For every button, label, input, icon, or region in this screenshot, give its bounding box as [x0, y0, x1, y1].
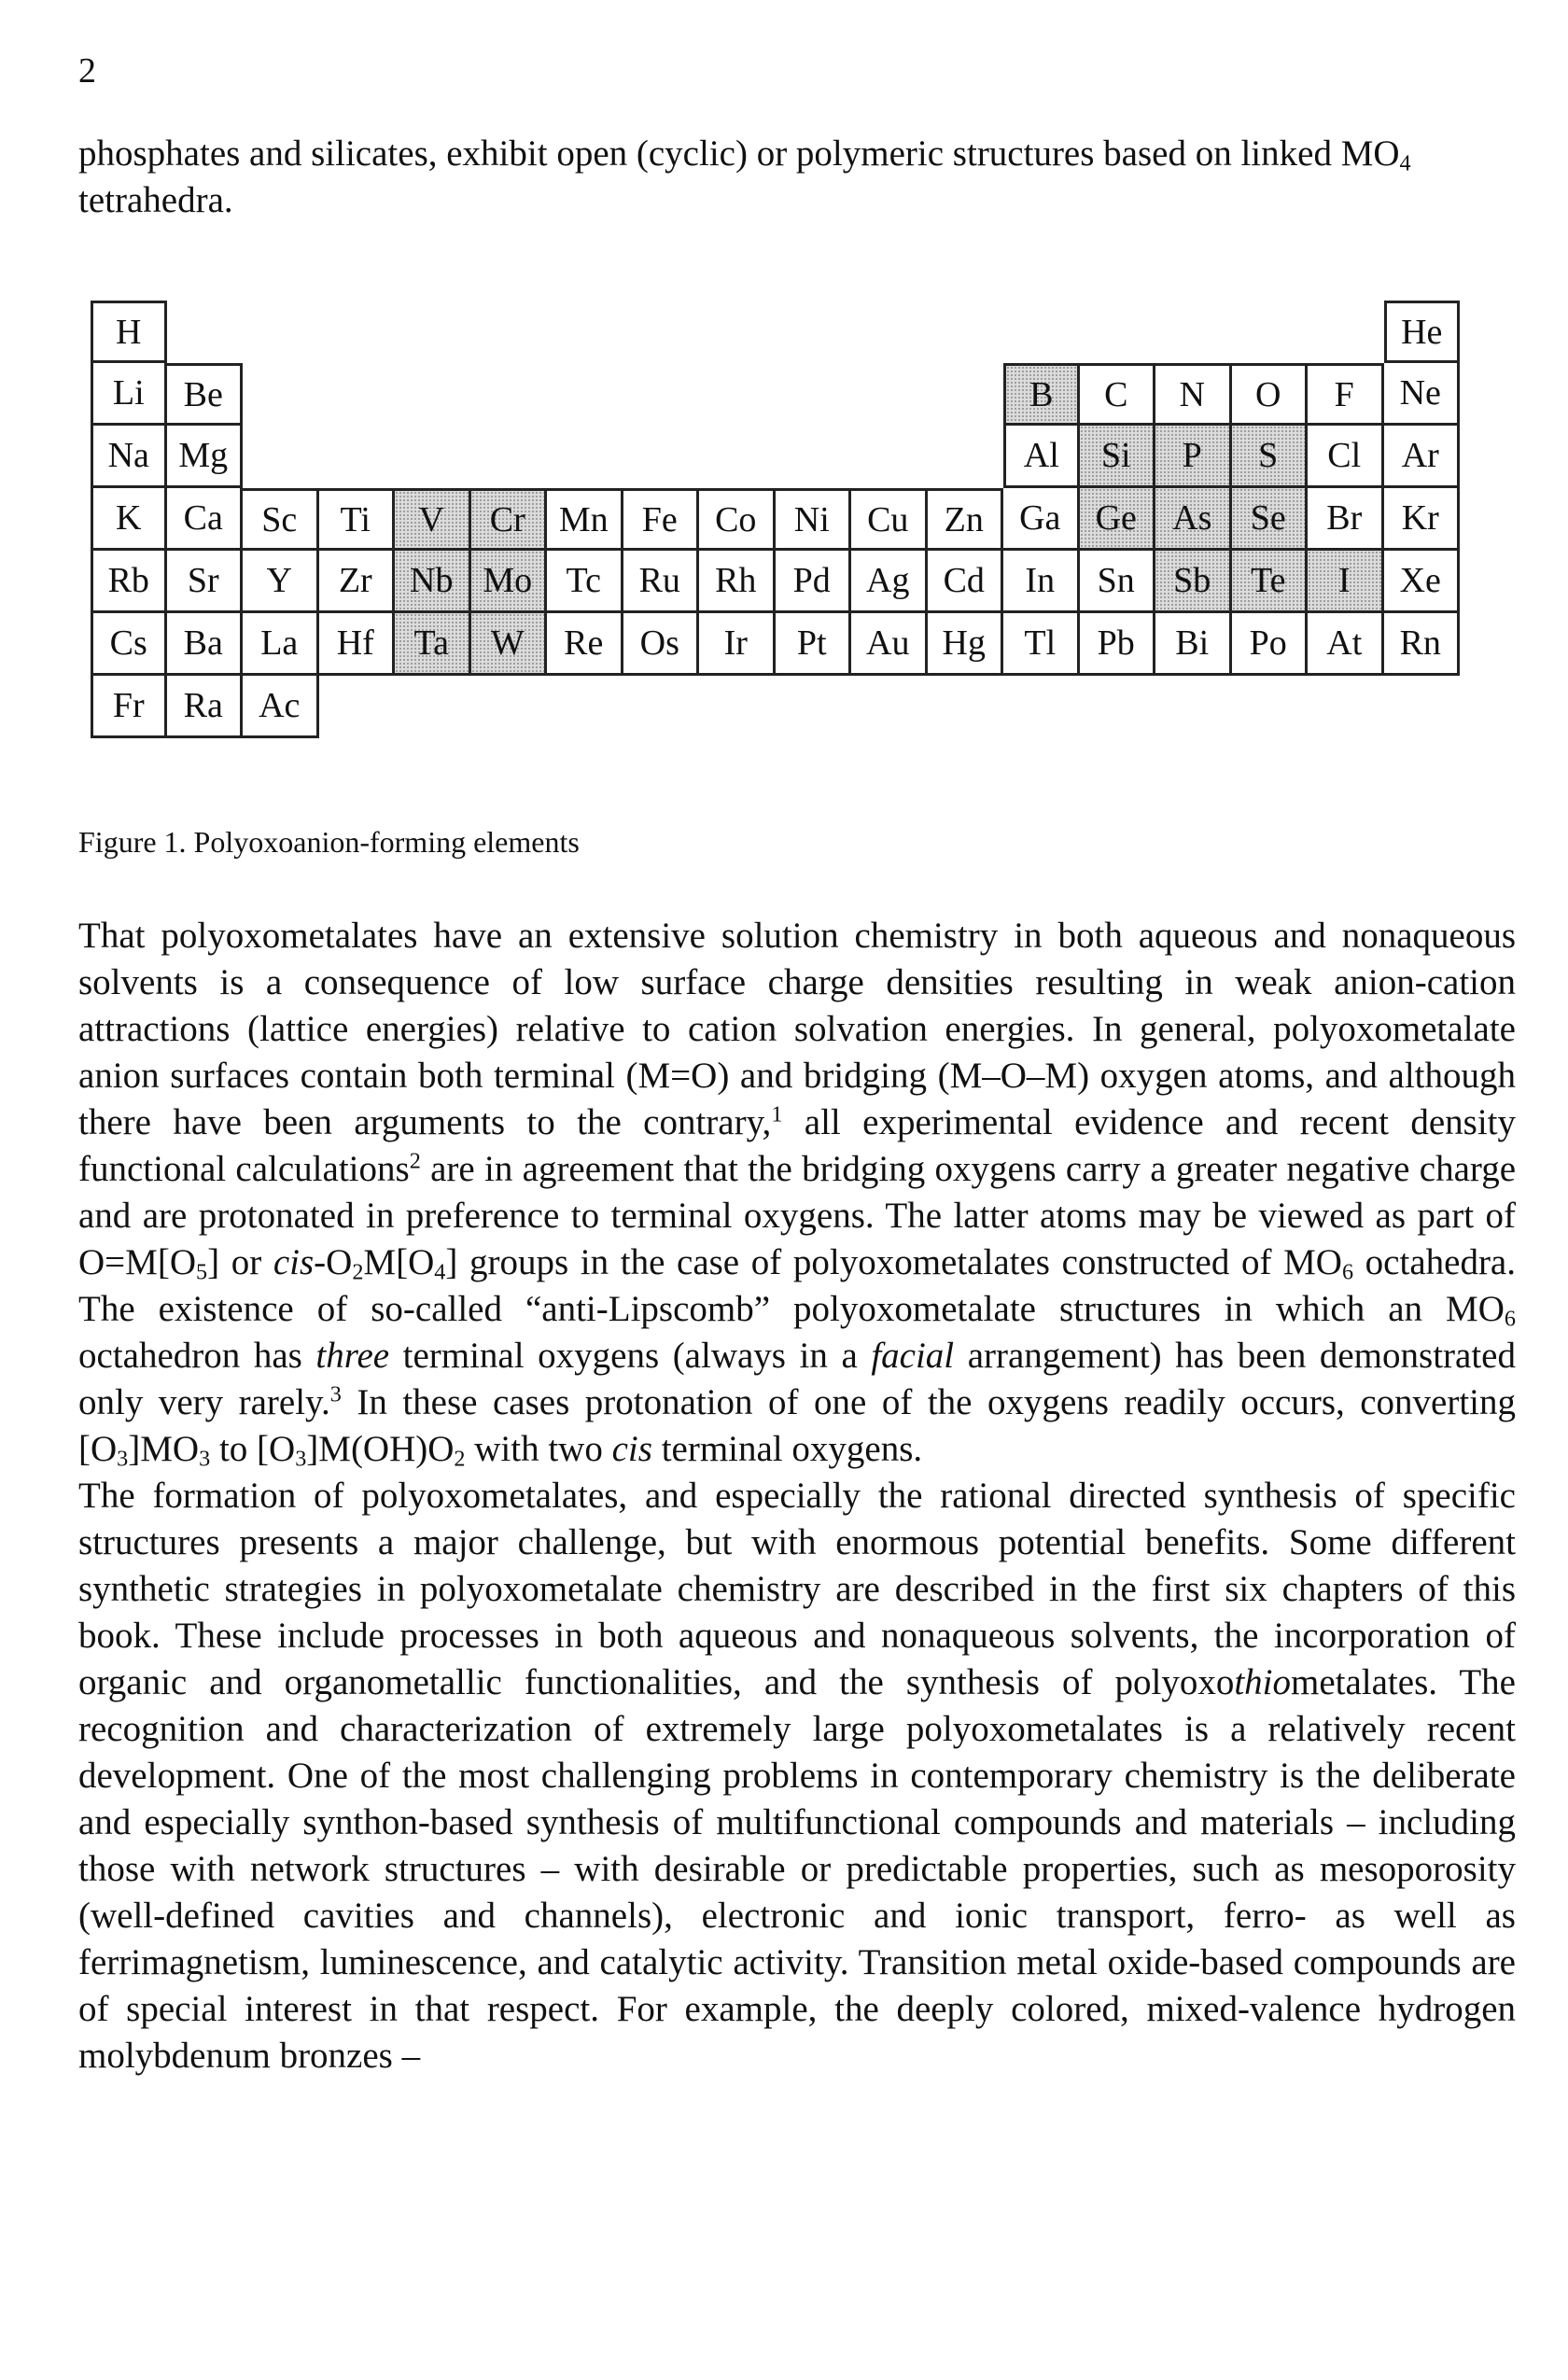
element-cell-zn: Zn: [928, 488, 1004, 551]
element-cell-te: Te: [1232, 551, 1309, 613]
element-cell-i: I: [1308, 551, 1384, 613]
element-cell-os: Os: [623, 613, 700, 676]
element-cell-rh: Rh: [699, 551, 776, 613]
element-cell-ba: Ba: [167, 613, 244, 676]
text-run: ]M(OH)O: [306, 1429, 455, 1469]
subscript: 6: [1504, 1306, 1516, 1332]
subscript: 3: [199, 1446, 211, 1472]
element-cell-be: Be: [167, 363, 244, 426]
element-cell-sc: Sc: [243, 488, 319, 551]
element-cell-s: S: [1232, 426, 1309, 488]
element-cell-w: W: [471, 613, 548, 676]
element-cell-zr: Zr: [319, 551, 396, 613]
element-cell-fe: Fe: [623, 488, 700, 551]
element-cell-fr: Fr: [91, 676, 167, 738]
element-cell-ir: Ir: [699, 613, 776, 676]
subscript: 3: [295, 1446, 307, 1472]
element-cell-sn: Sn: [1080, 551, 1156, 613]
element-cell-n: N: [1155, 363, 1232, 426]
element-cell-li: Li: [91, 363, 167, 426]
text-run: metalates. The recognition and characterization of extremely large polyoxometalates is a relatively recent development. One of the most challenging problems in contemporary chemistry is the deliberate and especially synthon-based synthesis of multifunctional compounds and materials – including those with network structures – with desirable or predictable properties, such as mesoporosity (well-defined cavities and channels), electronic and ionic transport, ferro- as well as ferrimagnetism, luminescence, and catalytic activity. Transition metal oxide-based compounds are of special interest in that respect. For example, the deeply colored, mixed-valence hydrogen molybdenum bronzes –: [78, 1662, 1516, 2076]
text-run: are in agreement that the bridging oxygens carry a greater negative charge and are protonated in preference to terminal oxygens. The latter atoms may be viewed as part of O=M[O: [78, 1149, 1517, 1282]
element-cell-re: Re: [547, 613, 623, 676]
element-cell-sr: Sr: [167, 551, 244, 613]
element-cell-ne: Ne: [1384, 363, 1461, 426]
intro-subscript: 4: [1399, 150, 1411, 176]
element-cell-kr: Kr: [1384, 488, 1461, 551]
subscript: 4: [434, 1259, 446, 1285]
element-cell-v: V: [395, 488, 471, 551]
element-cell-rn: Rn: [1384, 613, 1461, 676]
figure-caption: Figure 1. Polyoxoanion-forming elements: [78, 825, 580, 859]
element-cell-he: He: [1384, 301, 1461, 363]
text-run: octahedra. The existence of so-called “anti-Lipscomb” polyoxometalate structures in which an MO: [78, 1242, 1516, 1329]
element-cell-bi: Bi: [1155, 613, 1232, 676]
text-run: ]MO: [128, 1429, 200, 1469]
text-run: facial: [871, 1336, 955, 1376]
element-cell-ac: Ac: [243, 676, 319, 738]
element-cell-k: K: [91, 488, 167, 551]
subscript: 5: [196, 1259, 208, 1285]
element-cell-h: H: [91, 301, 167, 363]
text-run: to [O: [210, 1429, 296, 1469]
periodic-table-figure: [91, 301, 1460, 738]
subscript: 2: [352, 1259, 364, 1285]
element-cell-se: Se: [1232, 488, 1309, 551]
text-run: M[O: [363, 1242, 435, 1282]
element-cell-co: Co: [699, 488, 776, 551]
text-run: cis: [611, 1429, 652, 1469]
element-cell-ta: Ta: [395, 613, 471, 676]
element-cell-au: Au: [851, 613, 928, 676]
element-cell-cs: Cs: [91, 613, 167, 676]
element-cell-as: As: [1155, 488, 1232, 551]
element-cell-nb: Nb: [395, 551, 471, 613]
element-cell-c: C: [1080, 363, 1156, 426]
element-cell-ge: Ge: [1080, 488, 1156, 551]
intro-text: phosphates and silicates, exhibit open (cyclic) or polymeric structures based on linked MO: [78, 133, 1400, 174]
element-cell-mo: Mo: [471, 551, 548, 613]
element-cell-y: Y: [243, 551, 319, 613]
body-text: [78, 913, 1516, 2079]
element-cell-pt: Pt: [776, 613, 852, 676]
element-cell-at: At: [1308, 613, 1384, 676]
element-cell-tl: Tl: [1003, 613, 1080, 676]
element-cell-ca: Ca: [167, 488, 244, 551]
footnote-ref: 2: [409, 1148, 421, 1174]
text-run: In these cases protonation of one of the oxygens readily occurs, converting [O: [78, 1382, 1517, 1469]
element-cell-ti: Ti: [319, 488, 396, 551]
element-cell-sb: Sb: [1155, 551, 1232, 613]
intro-paragraph: [78, 131, 1516, 224]
text-run: ] or: [207, 1242, 273, 1282]
element-cell-pd: Pd: [776, 551, 852, 613]
text-run: with two: [465, 1429, 612, 1469]
text-run: The formation of polyoxometalates, and especially the rational directed synthesis of specific structures presents a major challenge, but with enormous potential benefits. Some different synthetic strategies in polyoxometalate chemistry are described in the first six chapters of this book. These include processes in both aqueous and nonaqueous solvents, the incorporation of organic and organometallic functionalities, and the synthesis of polyoxo: [78, 1476, 1516, 1702]
element-cell-o: O: [1232, 363, 1309, 426]
footnote-ref: 3: [329, 1381, 342, 1407]
element-cell-cl: Cl: [1308, 426, 1384, 488]
text-run: three: [315, 1336, 390, 1376]
element-cell-ag: Ag: [851, 551, 928, 613]
element-cell-in: In: [1003, 551, 1080, 613]
element-cell-la: La: [243, 613, 319, 676]
text-run: ] groups in the case of polyoxometalates constructed of MO: [445, 1242, 1342, 1282]
element-cell-ra: Ra: [167, 676, 244, 738]
element-cell-ar: Ar: [1384, 426, 1461, 488]
text-run: That polyoxometalates have an extensive solution chemistry in both aqueous and nonaqueous solvents is a consequence of low surface charge densities resulting in weak anion-cation attractions (lattice energies) relative to cation solvation energies. In general, polyoxometalate anion surfaces contain both terminal (M=O) and bridging (M–O–M) oxygen atoms, and although there have been arguments to the contrary,: [78, 916, 1516, 1142]
subscript: 3: [117, 1446, 129, 1472]
text-run: thio: [1234, 1662, 1291, 1702]
element-cell-ni: Ni: [776, 488, 852, 551]
body-paragraph: [78, 1473, 1516, 2079]
element-cell-rb: Rb: [91, 551, 167, 613]
text-run: cis: [273, 1242, 315, 1282]
element-cell-mn: Mn: [547, 488, 623, 551]
element-cell-hg: Hg: [928, 613, 1004, 676]
element-cell-cd: Cd: [928, 551, 1004, 613]
element-cell-xe: Xe: [1384, 551, 1461, 613]
element-cell-ru: Ru: [623, 551, 700, 613]
text-run: octahedron has: [78, 1336, 316, 1376]
text-run: arrangement) has been demonstrated only very rarely.: [78, 1336, 1516, 1422]
element-cell-pb: Pb: [1080, 613, 1156, 676]
element-cell-na: Na: [91, 426, 167, 488]
element-cell-br: Br: [1308, 488, 1384, 551]
footnote-ref: 1: [771, 1101, 783, 1127]
page-number: 2: [78, 51, 96, 91]
element-cell-cr: Cr: [471, 488, 548, 551]
element-cell-ga: Ga: [1003, 488, 1080, 551]
element-cell-po: Po: [1232, 613, 1309, 676]
element-cell-b: B: [1003, 363, 1080, 426]
text-run: all experimental evidence and recent density functional calculations: [78, 1102, 1516, 1189]
element-cell-tc: Tc: [547, 551, 623, 613]
intro-text-end: tetrahedra.: [78, 180, 233, 220]
subscript: 2: [454, 1446, 466, 1472]
body-paragraph: [78, 913, 1516, 1473]
element-cell-hf: Hf: [319, 613, 396, 676]
subscript: 6: [1341, 1259, 1354, 1285]
element-cell-f: F: [1308, 363, 1384, 426]
element-cell-mg: Mg: [167, 426, 244, 488]
element-cell-p: P: [1155, 426, 1232, 488]
text-run: terminal oxygens.: [651, 1429, 923, 1469]
element-cell-si: Si: [1080, 426, 1156, 488]
text-run: -O: [314, 1242, 353, 1282]
text-run: terminal oxygens (always in a: [389, 1336, 872, 1376]
element-cell-al: Al: [1003, 426, 1080, 488]
element-cell-cu: Cu: [851, 488, 928, 551]
